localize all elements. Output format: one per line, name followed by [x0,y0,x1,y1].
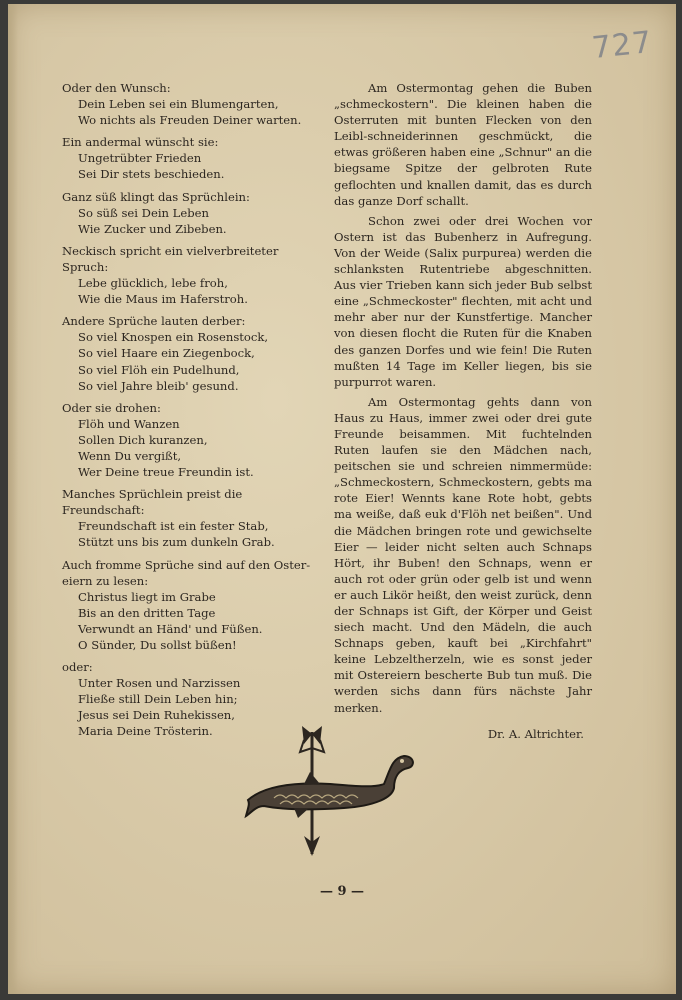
verse-line: Ungetrübter Frieden [78,151,202,166]
verse-line: So viel Jahre bleib' gesund. [78,378,239,393]
body-paragraph: Am Ostermontag gehts dann von Haus zu Haus, immer zwei oder drei gute Freunde beisammen. Mit fuchtelnden Ruten laufen sie den Mädchen nach, peitschen sie und schreien nimmermüde: „Schmeckostern, Schmeckostern, gebts ma rote Eier! Wennts kane Rote hobt, gebts ma weiße, daß euk d'Flöh net beißen". Und die Mädchen bringen rote und gewichselte Eier — leider nicht selten auch Schnaps Hört, ihr Buben! den Schnaps, wenn er auch rot oder grün oder gelb ist und wenn er auch Likör heißt, den weist zurück, denn der Schnaps ist Gift, der Körper und Geist siech macht. Und den Mädeln, die auch Schnaps geben, kauft bei „Kirchfahrt" keine Lebzeltherzeln, wie es sonst jeder mit Ostereiern bescherte Bub tun muß. Die werden sichs dann fürs nächste Jahr merken. [334,394,592,715]
stanza-intro: Oder sie drohen: [62,400,161,415]
stanza-intro: oder: [62,660,93,675]
verse-line: So süß sei Dein Leben [78,205,209,220]
stanza [62,243,324,307]
verse-line: Wo nichts als Freuden Deiner warten. [78,113,302,128]
stanza-intro: Andere Sprüche lauten derber: [62,314,246,329]
verse-line: O Sünder, Du sollst büßen! [78,638,237,652]
arrow-and-pike-fish-emblem-icon [234,726,414,862]
left-column [62,80,324,746]
author-signature: Dr. A. Altrichter. [487,726,584,741]
verse-line: Fließe still Dein Leben hin; [78,692,238,707]
verse [78,589,324,653]
verse-line: Wie Zucker und Zibeben. [78,221,227,236]
body-paragraph: Am Ostermontag gehen die Buben „schmeckostern". Die kleinen haben die Osterruten mit bunten Flecken von den Leibl-schneiderinnen geschmückt, die etwas größeren haben eine „Schnur" an die biegsame Spitze der gelbroten Rute geflochten und knallen damit, das es durch das ganze Dorf schallt. [334,81,592,208]
stanza-intro: Auch fromme Sprüche sind auf den Oster- eiern zu lesen: [62,557,311,588]
verse-line: Maria Deine Trösterin. [78,724,213,739]
archive-number: 727 [590,24,654,67]
stanza-intro: Neckisch spricht ein vielverbreiteter Spruch: [62,243,279,274]
verse-line: Wie die Maus im Haferstroh. [78,292,248,307]
stanza-intro: Manches Sprüchlein preist die Freundschaft: [62,487,243,518]
stanza-intro: Ein andermal wünscht sie: [62,135,219,150]
verse [78,205,324,237]
verse-line: Sollen Dich kuranzen, [78,432,208,447]
verse [78,329,324,393]
verse [78,150,324,182]
stanza [62,313,324,393]
verse-line: Wenn Du vergißt, [78,448,182,463]
verse-line: Christus liegt im Grabe [78,589,216,604]
verse-line: Bis an den dritten Tage [78,605,216,620]
verse-line: So viel Knospen ein Rosenstock, [78,330,269,345]
stanza [62,80,324,128]
document-page [8,4,676,994]
right-column [334,80,592,742]
verse-line: Wer Deine treue Freundin ist. [78,465,254,480]
verse [78,518,324,550]
body-paragraph: Schon zwei oder drei Wochen vor Ostern ist das Bubenherz in Aufregung. Von der Weide (Salix purpurea) werden die schlanksten Rutentriebe abgeschnitten. Aus vier Trieben kann sich jeder Bub selbst eine „Schmeckoster" flechten, mit acht und mehr aber nur der Kunstfertige. Mancher von diesen flocht die Ruten für die Knaben des ganzen Dorfes und wie fein! Die Ruten mußten 14 Tage im Keller liegen, bis sie purpurrot waren. [334,213,592,389]
stanza-intro: Oder den Wunsch: [62,81,171,95]
verse-line: So viel Flöh ein Pudelhund, [78,362,240,377]
stanza [62,189,324,237]
verse-line: Dein Leben sei ein Blumengarten, [78,97,279,112]
stanza [62,134,324,182]
verse-line: Jesus sei Dein Ruhekissen, [78,708,235,723]
page-binding-edge [8,4,18,994]
stanza [62,400,324,480]
verse-line: So viel Haare ein Ziegenbock, [78,346,255,361]
stanza-intro: Ganz süß klingt das Sprüchlein: [62,189,250,204]
verse-line: Unter Rosen und Narzissen [78,676,241,691]
verse-line: Freundschaft ist ein fester Stab, [78,519,269,534]
verse-line: Flöh und Wanzen [78,416,180,431]
verse-line: Lebe glücklich, lebe froh, [78,276,228,291]
stanza [62,486,324,550]
verse [78,416,324,480]
verse-line: Stützt uns bis zum dunkeln Grab. [78,535,275,550]
verse-line: Sei Dir stets beschieden. [78,167,225,182]
verse [78,96,324,128]
stanza [62,557,324,654]
page-number: — 9 — [319,884,365,899]
verse [78,275,324,307]
verse-line: Verwundt an Händ' und Füßen. [78,621,263,636]
